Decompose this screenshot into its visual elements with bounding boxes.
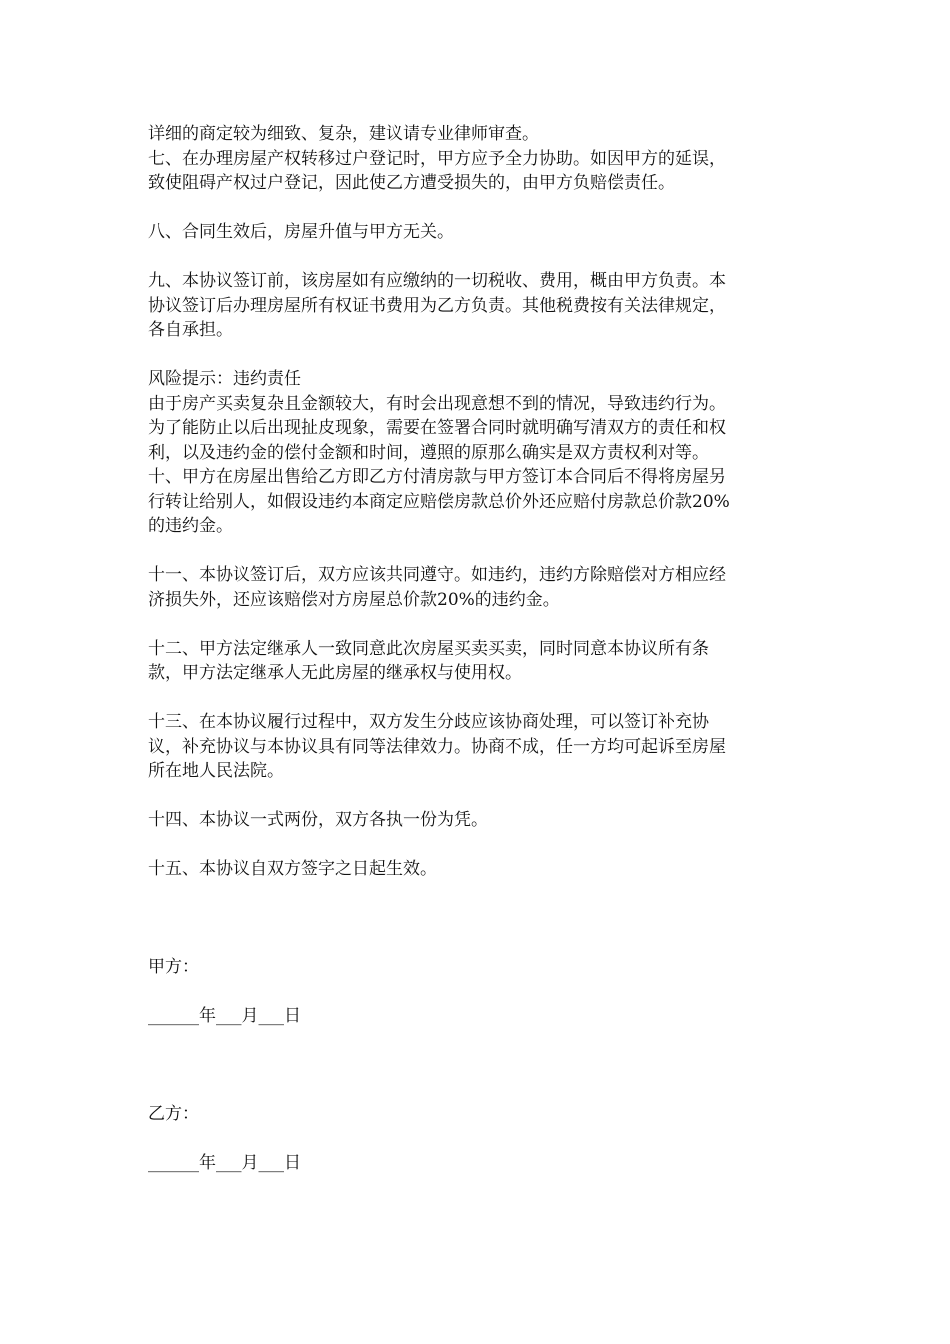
- party-b-date: ______年___月___日: [148, 1153, 301, 1173]
- blank-line: [148, 784, 808, 809]
- blank-line: [148, 833, 808, 858]
- signature-block-party-a: [148, 955, 808, 1029]
- spacer: [148, 1127, 808, 1152]
- blank-line: [148, 196, 808, 221]
- text-line: 各自承担。: [148, 320, 233, 340]
- text-line: 款，甲方法定继承人无此房屋的继承权与使用权。: [148, 663, 522, 683]
- spacer: [148, 980, 808, 1005]
- text-line: 由于房产买卖复杂且金额较大，有时会出现意想不到的情况，导致违约行为。: [148, 393, 726, 414]
- blank-line: [148, 343, 808, 368]
- text-line: 十二、甲方法定继承人一致同意此次房屋买卖买卖，同时同意本协议所有条: [148, 638, 709, 659]
- text-line: 十五、本协议自双方签字之日起生效。: [148, 859, 437, 879]
- spacer: [148, 882, 808, 956]
- spacer: [148, 1029, 808, 1103]
- text-line: 十一、本协议签订后，双方应该共同遵守。如违约，违约方除赔偿对方相应经: [148, 565, 726, 585]
- text-line: 济损失外，还应该赔偿对方房屋总价款20%的违约金。: [148, 589, 560, 610]
- text-line: 的违约金。: [148, 516, 233, 536]
- party-a-date: ______年___月___日: [148, 1006, 301, 1026]
- party-a-label: 甲方：: [148, 957, 199, 977]
- text-line: 行转让给别人，如假设违约本商定应赔偿房款总价外还应赔付房款总价款20%: [148, 491, 730, 512]
- text-line: 九、本协议签订前，该房屋如有应缴纳的一切税收、费用，概由甲方负责。本: [148, 271, 726, 291]
- party-b-label: 乙方：: [148, 1104, 199, 1124]
- text-line: 协议签订后办理房屋所有权证书费用为乙方负责。其他税费按有关法律规定，: [148, 295, 726, 316]
- text-line: 致使阻碍产权过户登记，因此使乙方遭受损失的，由甲方负赔偿责任。: [148, 173, 675, 193]
- signature-block-party-b: [148, 1102, 808, 1176]
- text-line: 十三、在本协议履行过程中，双方发生分歧应该协商处理，可以签订补充协: [148, 712, 709, 732]
- document-body: [148, 122, 808, 882]
- text-line: 七、在办理房屋产权转移过户登记时，甲方应予全力协助。如因甲方的延误，: [148, 148, 726, 169]
- blank-line: [148, 612, 808, 637]
- text-line: 详细的商定较为细致、复杂，建议请专业律师审查。: [148, 124, 539, 144]
- document-page: [148, 122, 808, 1176]
- text-line: 八、合同生效后，房屋升值与甲方无关。: [148, 222, 454, 242]
- blank-line: [148, 686, 808, 711]
- text-line: 利，以及违约金的偿付金额和时间，遵照的原那么确实是双方责权利对等。: [148, 442, 709, 463]
- text-line: 所在地人民法院。: [148, 761, 284, 781]
- text-line: 议，补充协议与本协议具有同等法律效力。协商不成，任一方均可起诉至房屋: [148, 736, 726, 757]
- blank-line: [148, 245, 808, 270]
- text-line: 十、甲方在房屋出售给乙方即乙方付清房款与甲方签订本合同后不得将房屋另: [148, 467, 726, 487]
- text-line: 十四、本协议一式两份，双方各执一份为凭。: [148, 810, 488, 830]
- blank-line: [148, 539, 808, 564]
- text-line: 为了能防止以后出现扯皮现象，需要在签署合同时就明确写清双方的责任和权: [148, 418, 726, 438]
- risk-heading: 风险提示：违约责任: [148, 369, 301, 389]
